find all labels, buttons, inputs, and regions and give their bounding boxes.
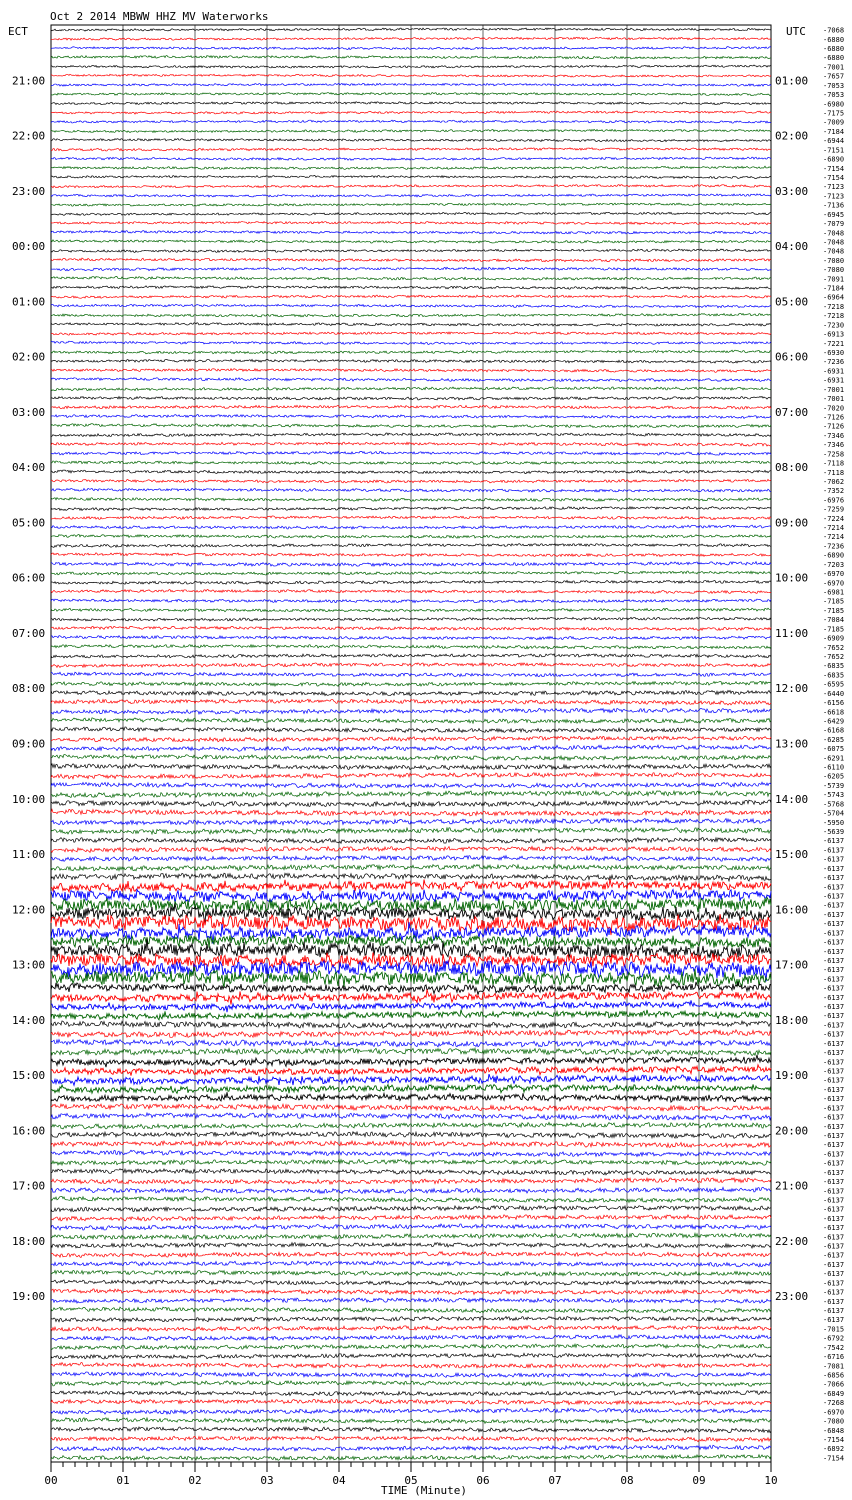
trace-offset-label: -7151 xyxy=(823,146,845,155)
trace-offset-label: -7185 xyxy=(823,606,845,615)
right-hour-label: 18:00 xyxy=(775,1013,809,1027)
trace-offset-label: -6137 xyxy=(823,1224,845,1233)
left-hour-label: 22:00 xyxy=(12,129,46,143)
trace-offset-label: -6137 xyxy=(823,1012,845,1021)
left-hour-label: 09:00 xyxy=(12,737,46,751)
right-hour-label: 03:00 xyxy=(775,184,809,198)
right-hour-label: 02:00 xyxy=(775,129,809,143)
trace-offset-label: -6931 xyxy=(823,367,845,376)
left-hour-label: 19:00 xyxy=(12,1290,46,1304)
trace-offset-label: -7259 xyxy=(823,505,845,514)
trace-offset-label: -6964 xyxy=(823,293,845,302)
trace-offset-label: -6970 xyxy=(823,570,845,579)
trace-offset-label: -6137 xyxy=(823,956,845,965)
trace-offset-label: -6137 xyxy=(823,1196,845,1205)
trace-offset-label: -6137 xyxy=(823,1067,845,1076)
trace-offset-label: -6970 xyxy=(823,1408,845,1417)
trace-offset-label: -6909 xyxy=(823,634,845,643)
trace-offset-label: -6981 xyxy=(823,588,845,597)
trace-offset-label: -6168 xyxy=(823,726,845,735)
x-tick-label: 06 xyxy=(476,1474,490,1487)
right-hour-label: 17:00 xyxy=(775,958,809,972)
left-hour-label: 10:00 xyxy=(12,792,46,806)
trace-offset-label: -7081 xyxy=(823,1362,845,1371)
trace-offset-label: -6137 xyxy=(823,929,845,938)
trace-offset-label: -7001 xyxy=(823,63,845,72)
trace-offset-label: -7123 xyxy=(823,183,845,192)
trace-offset-label: -6137 xyxy=(823,883,845,892)
trace-offset-label: -7184 xyxy=(823,127,845,136)
right-hour-label: 07:00 xyxy=(775,405,809,419)
trace-offset-label: -7084 xyxy=(823,616,845,625)
right-hour-label: 04:00 xyxy=(775,240,809,254)
right-hour-label: 05:00 xyxy=(775,295,809,309)
trace-offset-label: -6980 xyxy=(823,100,845,109)
right-hour-label: 08:00 xyxy=(775,461,809,475)
trace-offset-label: -6137 xyxy=(823,1039,845,1048)
left-hour-label: 17:00 xyxy=(12,1179,46,1193)
trace-offset-label: -7184 xyxy=(823,284,845,293)
x-tick-label: 04 xyxy=(332,1474,346,1487)
right-hour-label: 19:00 xyxy=(775,1069,809,1083)
trace-offset-label: -7136 xyxy=(823,201,845,210)
trace-offset-label: -6944 xyxy=(823,137,845,146)
trace-offset-label: -7154 xyxy=(823,173,845,182)
left-hour-label: 01:00 xyxy=(12,295,46,309)
trace-offset-label: -5639 xyxy=(823,828,845,837)
trace-offset-label: -6137 xyxy=(823,1233,845,1242)
trace-offset-label: -7652 xyxy=(823,643,845,652)
trace-offset-label: -6137 xyxy=(823,1297,845,1306)
trace-offset-label: -7048 xyxy=(823,247,845,256)
trace-offset-label: -6291 xyxy=(823,754,845,763)
trace-offset-label: -6137 xyxy=(823,837,845,846)
trace-offset-label: -6970 xyxy=(823,579,845,588)
left-hour-label: 06:00 xyxy=(12,571,46,585)
trace-offset-label: -7214 xyxy=(823,533,845,542)
trace-offset-label: -6880 xyxy=(823,45,845,54)
trace-offset-label: -6137 xyxy=(823,874,845,883)
trace-offset-label: -6618 xyxy=(823,708,845,717)
trace-offset-label: -7346 xyxy=(823,431,845,440)
trace-offset-label: -6137 xyxy=(823,1187,845,1196)
trace-offset-label: -6913 xyxy=(823,330,845,339)
trace-offset-label: -5743 xyxy=(823,791,845,800)
left-hour-label: 18:00 xyxy=(12,1234,46,1248)
trace-offset-label: -5768 xyxy=(823,800,845,809)
right-hour-label: 16:00 xyxy=(775,903,809,917)
trace-offset-label: -7346 xyxy=(823,441,845,450)
trace-offset-label: -7258 xyxy=(823,450,845,459)
trace-offset-label: -6137 xyxy=(823,1251,845,1260)
trace-offset-label: -6137 xyxy=(823,1178,845,1187)
trace-offset-labels xyxy=(823,27,844,1463)
trace-offset-label: -6137 xyxy=(823,846,845,855)
trace-offset-label: -5739 xyxy=(823,781,845,790)
trace-offset-label: -6880 xyxy=(823,35,845,44)
trace-offset-label: -7218 xyxy=(823,312,845,321)
trace-offset-label: -6137 xyxy=(823,1159,845,1168)
trace-offset-label: -7048 xyxy=(823,238,845,247)
x-tick-label: 10 xyxy=(764,1474,778,1487)
trace-offset-label: -7175 xyxy=(823,109,845,118)
trace-offset-label: -6931 xyxy=(823,376,845,385)
trace-offset-label: -6716 xyxy=(823,1353,845,1362)
trace-offset-label: -6137 xyxy=(823,1122,845,1131)
trace-offset-label: -6930 xyxy=(823,349,845,358)
right-timezone-label: UTC xyxy=(786,25,806,38)
left-hour-label: 11:00 xyxy=(12,848,46,862)
trace-offset-label: -6137 xyxy=(823,947,845,956)
trace-offset-label: -6137 xyxy=(823,892,845,901)
trace-offset-label: -7224 xyxy=(823,514,845,523)
trace-offset-label: -7123 xyxy=(823,192,845,201)
trace-offset-label: -6137 xyxy=(823,910,845,919)
x-tick-label: 01 xyxy=(116,1474,130,1487)
trace-offset-label: -6137 xyxy=(823,1270,845,1279)
trace-offset-label: -6849 xyxy=(823,1389,845,1398)
x-tick-label: 00 xyxy=(44,1474,58,1487)
trace-offset-label: -6892 xyxy=(823,1445,845,1454)
trace-offset-label: -7020 xyxy=(823,404,845,413)
trace-offset-label: -7236 xyxy=(823,358,845,367)
x-tick-label: 03 xyxy=(260,1474,274,1487)
trace-offset-label: -6440 xyxy=(823,689,845,698)
right-hour-label: 01:00 xyxy=(775,74,809,88)
trace-offset-label: -6137 xyxy=(823,1316,845,1325)
x-tick-label: 02 xyxy=(188,1474,202,1487)
trace-offset-label: -7048 xyxy=(823,229,845,238)
trace-offset-label: -7118 xyxy=(823,468,845,477)
trace-offset-label: -6137 xyxy=(823,1205,845,1214)
trace-offset-label: -6137 xyxy=(823,1104,845,1113)
trace-offset-label: -7657 xyxy=(823,72,845,81)
trace-offset-label: -7080 xyxy=(823,266,845,275)
trace-offset-label: -6075 xyxy=(823,745,845,754)
trace-offset-label: -6835 xyxy=(823,662,845,671)
trace-offset-label: -7053 xyxy=(823,91,845,100)
trace-offset-label: -6137 xyxy=(823,966,845,975)
left-timezone-label: ECT xyxy=(8,25,28,38)
trace-offset-label: -7118 xyxy=(823,459,845,468)
right-hour-label: 13:00 xyxy=(775,737,809,751)
trace-offset-label: -6429 xyxy=(823,717,845,726)
trace-offset-label: -6848 xyxy=(823,1426,845,1435)
trace-offset-label: -6137 xyxy=(823,1242,845,1251)
trace-offset-label: -6595 xyxy=(823,680,845,689)
trace-offset-label: -7154 xyxy=(823,1454,845,1463)
trace-offset-label: -6137 xyxy=(823,920,845,929)
trace-offset-label: -7001 xyxy=(823,395,845,404)
trace-offset-label: -6792 xyxy=(823,1334,845,1343)
trace-offset-label: -7126 xyxy=(823,413,845,422)
left-hour-label: 16:00 xyxy=(12,1124,46,1138)
left-hour-label: 00:00 xyxy=(12,240,46,254)
trace-offset-label: -6137 xyxy=(823,1260,845,1269)
x-tick-label: 09 xyxy=(692,1474,706,1487)
left-hour-label: 14:00 xyxy=(12,1013,46,1027)
trace-offset-label: -6285 xyxy=(823,735,845,744)
trace-offset-label: -6137 xyxy=(823,1095,845,1104)
x-tick-label: 07 xyxy=(548,1474,562,1487)
trace-offset-label: -7218 xyxy=(823,302,845,311)
left-hour-label: 08:00 xyxy=(12,682,46,696)
trace-offset-label: -7230 xyxy=(823,321,845,330)
right-hour-label: 12:00 xyxy=(775,682,809,696)
right-hour-label: 14:00 xyxy=(775,792,809,806)
trace-offset-label: -7080 xyxy=(823,256,845,265)
x-tick-label: 05 xyxy=(404,1474,418,1487)
left-hour-label: 15:00 xyxy=(12,1069,46,1083)
trace-offset-label: -6156 xyxy=(823,699,845,708)
trace-offset-label: -7154 xyxy=(823,164,845,173)
trace-offset-label: -7080 xyxy=(823,1417,845,1426)
left-hour-label: 07:00 xyxy=(12,626,46,640)
trace-offset-label: -6137 xyxy=(823,901,845,910)
trace-offset-label: -6205 xyxy=(823,772,845,781)
x-axis-label: TIME (Minute) xyxy=(380,1484,468,1497)
trace-offset-label: -7015 xyxy=(823,1325,845,1334)
right-hour-label: 21:00 xyxy=(775,1179,809,1193)
trace-offset-label: -7236 xyxy=(823,542,845,551)
trace-offset-label: -7221 xyxy=(823,339,845,348)
trace-offset-label: -7126 xyxy=(823,422,845,431)
left-hour-label: 04:00 xyxy=(12,461,46,475)
right-hour-label: 06:00 xyxy=(775,350,809,364)
chart-title: Oct 2 2014 MBWW HHZ MV Waterworks xyxy=(50,10,269,23)
trace-offset-label: -6890 xyxy=(823,551,845,560)
trace-offset-label: -5704 xyxy=(823,809,845,818)
trace-offset-label: -6890 xyxy=(823,155,845,164)
left-hour-label: 03:00 xyxy=(12,405,46,419)
trace-offset-label: -7091 xyxy=(823,275,845,284)
left-hour-label: 12:00 xyxy=(12,903,46,917)
left-hour-label: 21:00 xyxy=(12,74,46,88)
trace-offset-label: -6137 xyxy=(823,1049,845,1058)
left-hour-label: 23:00 xyxy=(12,184,46,198)
right-hour-label: 22:00 xyxy=(775,1234,809,1248)
left-hour-label: 13:00 xyxy=(12,958,46,972)
trace-offset-label: -6137 xyxy=(823,938,845,947)
trace-offset-label: -7268 xyxy=(823,1399,845,1408)
right-hour-label: 11:00 xyxy=(775,626,809,640)
right-hour-label: 20:00 xyxy=(775,1124,809,1138)
trace-offset-label: -7053 xyxy=(823,81,845,90)
trace-offset-label: -6137 xyxy=(823,993,845,1002)
trace-offset-label: -7352 xyxy=(823,487,845,496)
trace-offset-label: -7214 xyxy=(823,524,845,533)
trace-offset-label: -7203 xyxy=(823,560,845,569)
trace-offset-label: -6835 xyxy=(823,671,845,680)
trace-offset-label: -6137 xyxy=(823,1168,845,1177)
right-hour-label: 10:00 xyxy=(775,571,809,585)
trace-offset-label: -6976 xyxy=(823,496,845,505)
left-hour-label: 02:00 xyxy=(12,350,46,364)
trace-offset-label: -6137 xyxy=(823,1003,845,1012)
trace-offset-label: -7062 xyxy=(823,477,845,486)
trace-offset-label: -7066 xyxy=(823,1380,845,1389)
trace-offset-label: -7154 xyxy=(823,1435,845,1444)
trace-offset-label: -6137 xyxy=(823,1150,845,1159)
trace-offset-label: -6137 xyxy=(823,1141,845,1150)
trace-offset-label: -7185 xyxy=(823,597,845,606)
trace-offset-label: -6137 xyxy=(823,1214,845,1223)
trace-offset-label: -6137 xyxy=(823,984,845,993)
trace-offset-label: -6137 xyxy=(823,1131,845,1140)
right-hour-label: 09:00 xyxy=(775,516,809,530)
trace-offset-label: -6137 xyxy=(823,1058,845,1067)
trace-offset-label: -6880 xyxy=(823,54,845,63)
trace-offset-label: -7652 xyxy=(823,652,845,661)
trace-offset-label: -6137 xyxy=(823,855,845,864)
trace-offset-label: -5950 xyxy=(823,818,845,827)
trace-offset-label: -7009 xyxy=(823,118,845,127)
trace-offset-label: -6137 xyxy=(823,1021,845,1030)
trace-offset-label: -6137 xyxy=(823,975,845,984)
trace-offset-label: -6137 xyxy=(823,1279,845,1288)
trace-offset-label: -6137 xyxy=(823,1288,845,1297)
trace-offset-label: -7068 xyxy=(823,26,845,35)
trace-offset-label: -6137 xyxy=(823,864,845,873)
trace-offset-label: -6137 xyxy=(823,1030,845,1039)
trace-offset-label: -7542 xyxy=(823,1343,845,1352)
trace-offset-label: -7079 xyxy=(823,220,845,229)
trace-offset-label: -6137 xyxy=(823,1307,845,1316)
right-hour-label: 15:00 xyxy=(775,848,809,862)
trace-offset-label: -6137 xyxy=(823,1113,845,1122)
left-hour-label: 05:00 xyxy=(12,516,46,530)
trace-offset-label: -6137 xyxy=(823,1085,845,1094)
right-hour-label: 23:00 xyxy=(775,1290,809,1304)
trace-offset-label: -6856 xyxy=(823,1371,845,1380)
trace-offset-label: -6945 xyxy=(823,210,845,219)
x-tick-label: 08 xyxy=(620,1474,634,1487)
trace-offset-label: -7001 xyxy=(823,385,845,394)
trace-offset-label: -6137 xyxy=(823,1076,845,1085)
trace-offset-label: -7185 xyxy=(823,625,845,634)
trace-offset-label: -6110 xyxy=(823,763,845,772)
